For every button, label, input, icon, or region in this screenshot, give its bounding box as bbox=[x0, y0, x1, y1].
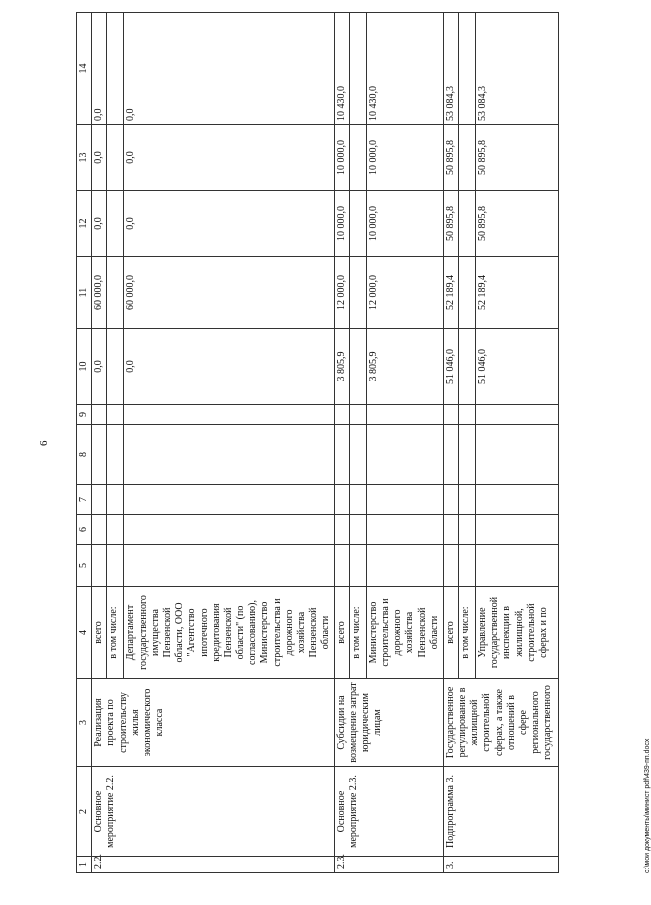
row-label: в том числе: bbox=[458, 587, 475, 679]
table-row bbox=[443, 13, 458, 873]
column-header: 2 bbox=[77, 767, 92, 857]
value-cell: 0,0 bbox=[92, 125, 107, 191]
row-number: 3. bbox=[443, 857, 558, 873]
value-cell: 10 000,0 bbox=[334, 191, 349, 257]
value-cell: 3 805,9 bbox=[334, 329, 349, 405]
column-number-row bbox=[77, 13, 92, 873]
value-cell: 10 000,0 bbox=[366, 191, 443, 257]
value-cell: 50 895,8 bbox=[475, 125, 558, 191]
executor-label: Департамент государственного имущества Пензенской области, ООО "Агентство ипотечного кредитования Пензенской области" (по согласованию), Министерство строительства и дорожного хозяйства Пензенской области bbox=[124, 587, 334, 679]
value-cell: 0,0 bbox=[92, 191, 107, 257]
event-name: Реализация проекта по строительству жилья экономического класса bbox=[92, 679, 334, 767]
page-number: 6 bbox=[38, 440, 50, 446]
executor-label: Министерство строительства и дорожного хозяйства Пензенской области bbox=[366, 587, 443, 679]
row-label: всего bbox=[334, 587, 349, 679]
value-cell: 0,0 bbox=[124, 191, 334, 257]
row-label: в том числе: bbox=[349, 587, 366, 679]
executor-label: Управление государственной инспекции в жилищной, строительной сферах и по bbox=[475, 587, 558, 679]
column-header: 13 bbox=[77, 125, 92, 191]
column-header: 10 bbox=[77, 329, 92, 405]
value-cell: 0,0 bbox=[124, 125, 334, 191]
value-cell: 10 000,0 bbox=[366, 125, 443, 191]
event-label: Основное мероприятие 2.3. bbox=[334, 767, 443, 857]
file-path-footer: c:\мои документы\минист pdf\439-пп.docx bbox=[644, 738, 651, 873]
column-header: 14 bbox=[77, 13, 92, 125]
column-header: 7 bbox=[77, 485, 92, 515]
value-cell: 50 895,8 bbox=[443, 191, 458, 257]
event-label: Основное мероприятие 2.2. bbox=[92, 767, 334, 857]
value-cell: 0,0 bbox=[92, 13, 107, 125]
value-cell: 51 046,0 bbox=[475, 329, 558, 405]
row-number: 2.2. bbox=[92, 857, 334, 873]
value-cell: 12 000,0 bbox=[366, 257, 443, 329]
value-cell: 60 000,0 bbox=[124, 257, 334, 329]
value-cell: 0,0 bbox=[92, 329, 107, 405]
row-label: всего bbox=[92, 587, 107, 679]
rotated-page bbox=[76, 13, 651, 873]
value-cell: 50 895,8 bbox=[443, 125, 458, 191]
value-cell: 3 805,9 bbox=[366, 329, 443, 405]
table-row bbox=[92, 13, 107, 873]
column-header: 4 bbox=[77, 587, 92, 679]
column-header: 5 bbox=[77, 545, 92, 587]
value-cell: 10 430,0 bbox=[366, 13, 443, 125]
value-cell: 10 430,0 bbox=[334, 13, 349, 125]
value-cell: 52 189,4 bbox=[475, 257, 558, 329]
column-header: 11 bbox=[77, 257, 92, 329]
column-header: 6 bbox=[77, 515, 92, 545]
value-cell: 53 084,3 bbox=[475, 13, 558, 125]
column-header: 12 bbox=[77, 191, 92, 257]
value-cell: 52 189,4 bbox=[443, 257, 458, 329]
table-row bbox=[334, 13, 349, 873]
value-cell: 12 000,0 bbox=[334, 257, 349, 329]
event-name: Субсидии на возмещение затрат юридическим лицам bbox=[334, 679, 443, 767]
value-cell: 10 000,0 bbox=[334, 125, 349, 191]
value-cell: 0,0 bbox=[124, 329, 334, 405]
value-cell: 0,0 bbox=[124, 13, 334, 125]
row-number: 2.3. bbox=[334, 857, 443, 873]
column-header: 1 bbox=[77, 857, 92, 873]
budget-table bbox=[76, 12, 559, 873]
row-label: всего bbox=[443, 587, 458, 679]
value-cell: 60 000,0 bbox=[92, 257, 107, 329]
column-header: 9 bbox=[77, 405, 92, 425]
value-cell: 51 046,0 bbox=[443, 329, 458, 405]
column-header: 8 bbox=[77, 425, 92, 485]
value-cell: 53 084,3 bbox=[443, 13, 458, 125]
event-name: Государственное регулирование в жилищной строительной сферах, а также отношений в сфере регионального государственного bbox=[443, 679, 558, 767]
row-label: в том числе: bbox=[107, 587, 124, 679]
event-label: Подпрограмма 3. bbox=[443, 767, 558, 857]
value-cell: 50 895,8 bbox=[475, 191, 558, 257]
column-header: 3 bbox=[77, 679, 92, 767]
